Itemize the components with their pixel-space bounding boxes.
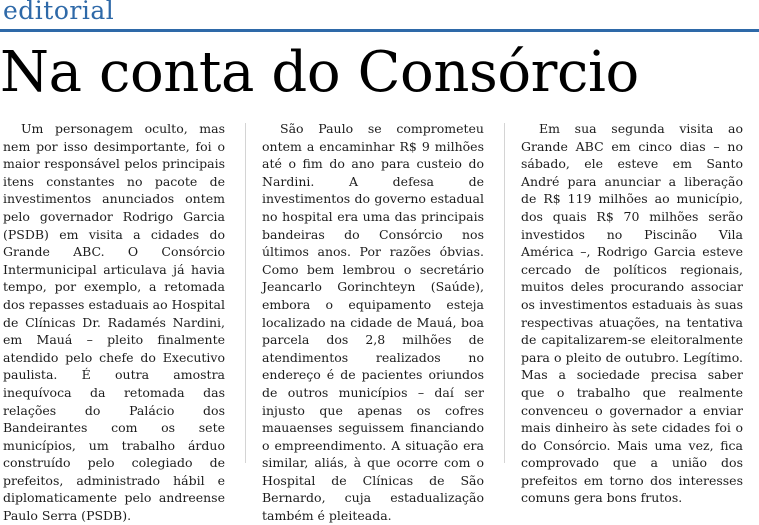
section-rule <box>0 29 759 32</box>
column-2-text: São Paulo se comprometeu ontem a encaminhar R$ 9 milhões até o fim do ano para custeio do Nardini. A defesa de investimentos do governo estadual no hospital era uma das principais bandeiras do Consórcio nos últimos anos. Por razões óbvias. Como bem lembrou o secretário Jeancarlo Gorinchteyn (Saúde), embora o equipamento esteja localizado na cidade de Mauá, boa parcela dos 2,8 milhões de atendimentos realizados no endereço é de pacientes oriundos de outros municípios – daí ser injusto que apenas os cofres mauaenses seguissem financiando o empreendimento. A situação era similar, aliás, à que ocorre com o Hospital de Clínicas de São Bernardo, cuja estadualização também é pleiteada. <box>262 121 484 524</box>
column-3-text: Em sua segunda visita ao Grande ABC em cinco dias – no sábado, ele esteve em Santo André para anunciar a liberação de R$ 119 milhões ao município, dos quais R$ 70 milhões serão investidos no Piscinão Vila América –, Rodrigo Garcia esteve cercado de políticos regionais, muitos deles procurando associar os investimentos estaduais às suas respectivas atuações, na tentativa de capitalizarem-se eleitoralmente para o pleito de outubro. Legítimo. Mas a sociedade precisa saber que o trabalho que realmente convenceu o governador a enviar mais dinheiro às sete cidades foi o do Consórcio. Mais uma vez, fica comprovado que a união dos prefeitos em torno dos interesses comuns gera bons frutos. <box>521 121 743 506</box>
column-divider <box>504 123 505 463</box>
column-1-text: Um personagem oculto, mas nem por isso desimportante, foi o maior responsável pelos principais itens constantes no pacote de investimentos anunciados ontem pelo governador Rodrigo Garcia (PSDB) em visita a cidades do Grande ABC. O Consórcio Intermunicipal articulava já havia tempo, por exemplo, a retomada dos repasses estaduais ao Hospital de Clínicas Dr. Radamés Nardini, em Mauá – pleito finalmente atendido pelo chefe do Executivo paulista. É outra amostra inequívoca da retomada das relações do Palácio dos Bandeirantes com os sete municípios, um trabalho árduo construído pelo colegiado de prefeitos, administrado hábil e diplomaticamente pelo andreense Paulo Serra (PSDB). <box>3 121 225 524</box>
headline: Na conta do Consórcio <box>0 40 639 105</box>
section-label: editorial <box>3 0 115 25</box>
column-divider <box>245 123 246 463</box>
